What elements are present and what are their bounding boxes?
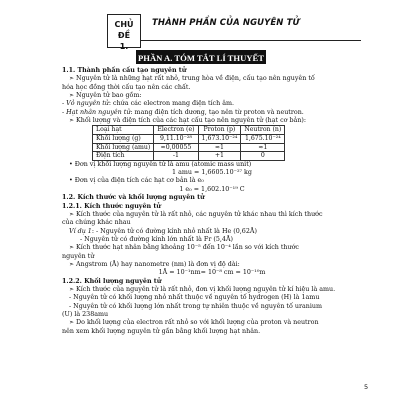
shell-line: - Vỏ nguyên tử: chứa các electron mang điện tích âm. <box>62 100 235 108</box>
pointer-icon: ➣ <box>69 244 75 252</box>
section-title: 1.2. Kích thước và khối lượng nguyên tử <box>62 194 205 202</box>
chapter-label-box <box>107 14 141 51</box>
pointer-icon: ➣ <box>69 285 75 293</box>
section-title: 1.1. Thành phần cấu tạo nguyên tử <box>62 67 187 74</box>
table-cell: ≈0,00055 <box>154 143 198 152</box>
example-line: - Nguyên tử có đường kính lớn nhất là Fr (5,4Å) <box>80 235 233 243</box>
pointer-icon: ➣ <box>69 92 75 100</box>
subsection-title: 1.2.1. Kích thước nguyên tử <box>62 202 161 210</box>
table-cell: ≈1 <box>198 143 241 152</box>
paragraph-cont: nên xem khối lượng nguyên tử gần bằng khối lượng hạt nhân. <box>62 327 261 335</box>
subsection-title: 1.2.2. Khối lượng nguyên tử <box>62 277 162 285</box>
table-cell: 1,673.10⁻²⁴ <box>198 135 241 144</box>
table-cell: -1 <box>154 152 198 161</box>
charge-equation: 1 e₀ = 1,602.10⁻¹⁹ C <box>179 185 245 193</box>
table-row <box>93 143 285 152</box>
table-row <box>93 152 285 161</box>
table-row <box>93 135 285 144</box>
paragraph: ➣ Kích thước hạt nhân bằng khoảng 10⁻⁵ đến 10⁻⁴ lần so với kích thước <box>69 244 299 252</box>
particle-table <box>92 125 285 160</box>
paragraph-cont: nguyên tử <box>62 252 95 260</box>
amu-definition: • Đơn vị khối lượng nguyên tử là amu (atomic mass unit) <box>69 160 252 168</box>
table-cell: ≈1 <box>241 143 285 152</box>
charge-definition: • Đơn vị của điện tích các hạt cơ bản là e₀ <box>69 177 204 185</box>
pointer-icon: ➣ <box>69 75 75 83</box>
paragraph: ➣ Nguyên tử bao gồm: <box>69 92 142 100</box>
paragraph-cont: hóa học đồng thời cấu tạo nên các chất. <box>62 83 191 91</box>
paragraph: ➣ Nguyên tử là những hạt rất nhỏ, trung hòa về điện, cấu tạo nên nguyên tố <box>69 75 315 83</box>
pointer-icon: ➣ <box>69 319 75 327</box>
table-header-cell: Proton (p) <box>198 126 241 135</box>
chapter-label: CHỦ ĐỀ <box>114 20 134 40</box>
table-header-row <box>93 126 285 135</box>
table-cell: Khối lượng (amu) <box>93 143 154 152</box>
page-content <box>62 67 362 336</box>
table-cell: 1,675.10⁻²⁴ <box>241 135 285 144</box>
paragraph: - Nguyên tử có khối lượng lớn nhất trong tự nhiên thuộc về nguyên tố uranium <box>69 302 322 310</box>
amu-equation: 1 amu = 1,6605.10⁻²⁷ kg <box>172 169 252 177</box>
part-banner: PHẦN A. TÓM TẮT LÍ THUYẾT <box>136 50 266 64</box>
paragraph-cont: (U) là 238amu <box>62 310 109 318</box>
page-number: 5 <box>364 383 369 391</box>
header-rule <box>141 40 361 41</box>
chapter-number: 1. <box>119 42 129 51</box>
table-header-cell: Neutron (n) <box>241 126 285 135</box>
pointer-icon: ➣ <box>69 117 75 125</box>
paragraph: ➣ Khối lượng và điện tích của các hạt cấu tạo nên nguyên tử (hạt cơ bản): <box>69 117 307 125</box>
paragraph: - Nguyên tử có khối lượng nhỏ nhất thuộc về nguyên tố hydrogen (H) là 1amu <box>69 294 320 302</box>
chapter-title: THÀNH PHẦN CỦA NGUYÊN TỬ <box>152 18 300 28</box>
table-cell: 0 <box>241 152 285 161</box>
paragraph: ➣ Kích thước của nguyên tử là rất nhỏ, các nguyên tử khác nhau thì kích thước <box>69 210 323 218</box>
nucleus-line: - Hạt nhân nguyên tử: mang điện tích dương, tạo nên từ proton và neutron. <box>62 108 304 116</box>
paragraph: ➣ Do khối lượng của electron rất nhỏ so với khối lượng của proton và neutron <box>69 319 319 327</box>
table-cell: Khối lượng (g) <box>93 135 154 144</box>
length-equation: 1Å = 10⁻¹nm= 10⁻⁸ cm = 10⁻¹⁰m <box>158 269 266 277</box>
table-header-cell: Loại hạt <box>93 126 154 135</box>
pointer-icon: ➣ <box>69 210 75 218</box>
example-line: Ví dụ 1: - Nguyên tử có đường kính nhỏ nhất là He (0,62Å) <box>69 227 257 235</box>
pointer-icon: ➣ <box>69 260 75 268</box>
table-cell: 9,11.10⁻²⁸ <box>154 135 198 144</box>
table-cell: Điện tích <box>93 152 154 161</box>
paragraph: ➣ Angstrom (Å) hay nanometre (nm) là đơn vị độ dài: <box>69 260 240 268</box>
table-cell: +1 <box>198 152 241 161</box>
paragraph-cont: của chúng khác nhau <box>62 219 131 227</box>
table-header-cell: Electron (e) <box>154 126 198 135</box>
paragraph: ➣ Kích thước của nguyên tử là rất nhỏ, đơn vị khối lượng nguyên tử kí hiệu là amu. <box>69 285 336 293</box>
